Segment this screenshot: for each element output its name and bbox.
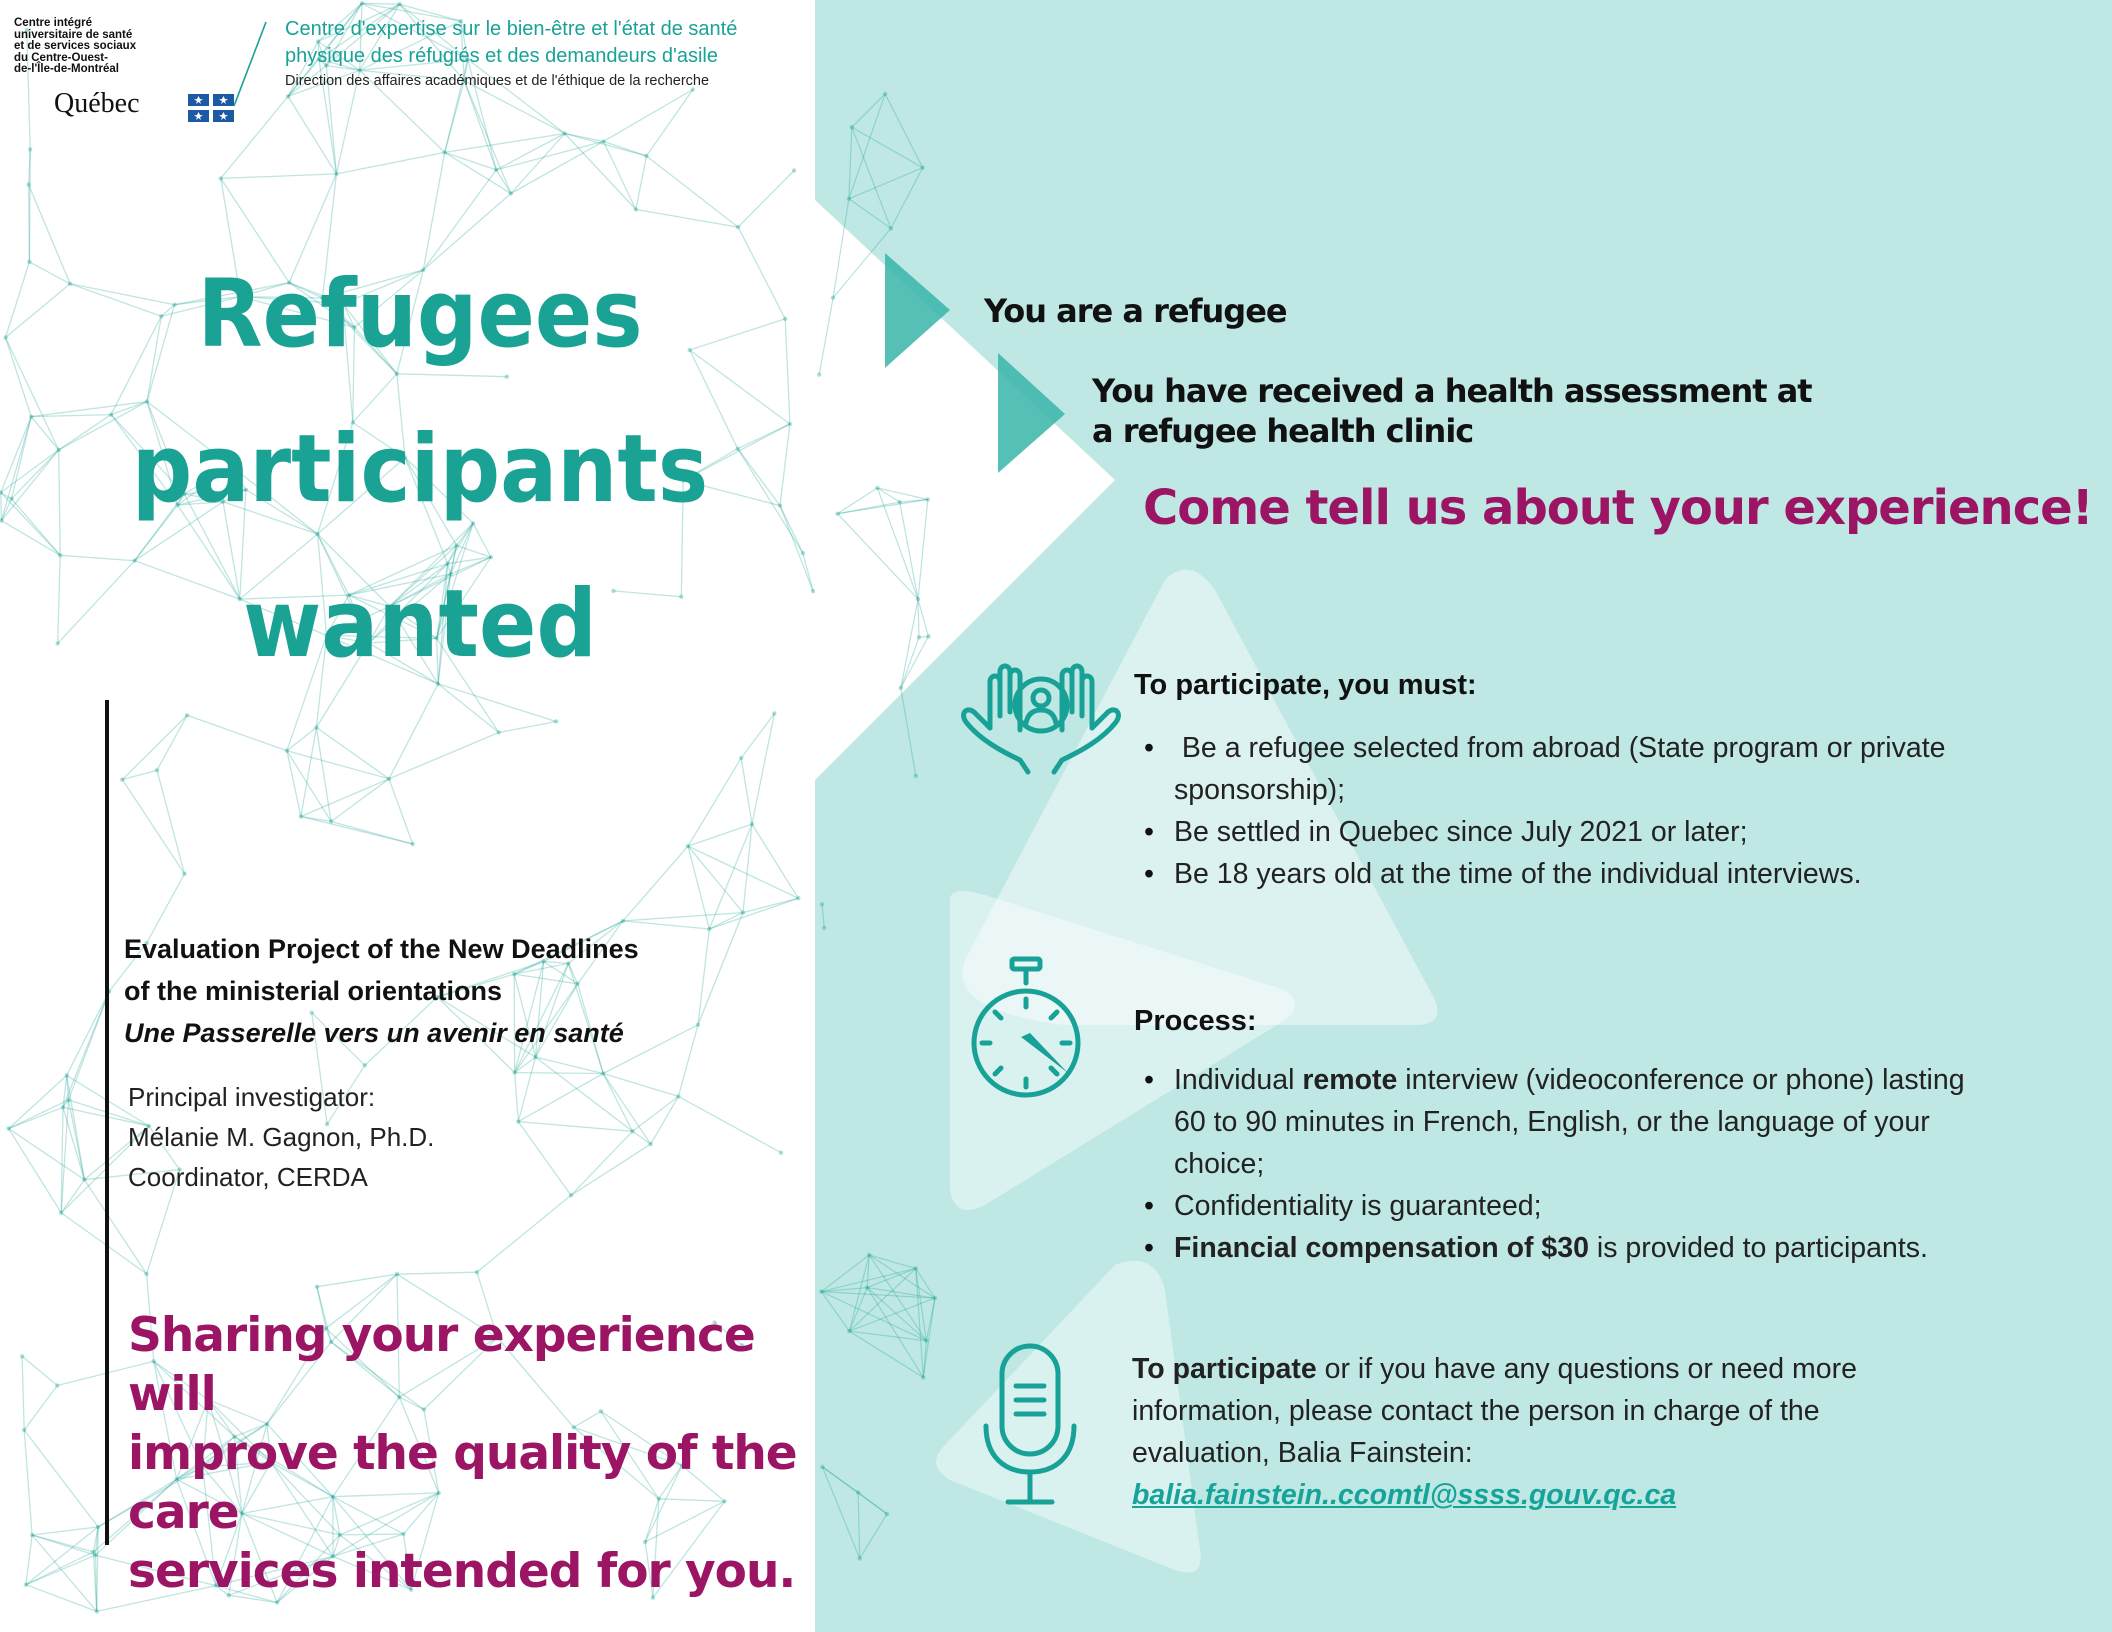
contact-line: evaluation, Balia Fainstein: <box>1132 1437 1473 1469</box>
headline-line: Refugees <box>197 260 643 369</box>
investigator-name: Mélanie M. Gagnon, Ph.D. <box>128 1122 435 1152</box>
microphone-icon <box>980 1340 1080 1510</box>
list-item-line: • Be a refugee selected from abroad (State program or private <box>1174 732 1946 764</box>
contact-line: information, please contact the person in charge of the <box>1132 1395 1820 1427</box>
stopwatch-icon <box>968 955 1084 1110</box>
call-to-action: Come tell us about your experience! <box>1143 480 2093 536</box>
condition-refugee: You are a refugee <box>984 292 1287 330</box>
list-item-line: 60 to 90 minutes in French, English, or the language of your <box>1174 1106 1930 1138</box>
contact-bold: To participate <box>1132 1353 1317 1385</box>
list-item-line: choice; <box>1174 1148 1265 1180</box>
process-title: Process: <box>1134 1005 1257 1037</box>
quebec-logo <box>14 17 224 119</box>
contact-info <box>1132 1348 1952 1516</box>
project-subtitle: Une Passerelle vers un avenir en santé <box>124 1018 624 1048</box>
contact-email-link[interactable]: balia.fainstein..ccomtl@ssss.gouv.qc.ca <box>1132 1479 1677 1511</box>
sharing-line: services intended for you. <box>128 1544 796 1599</box>
list-item <box>1138 727 2038 811</box>
condition-line: You have received a health assessment at <box>1092 372 1812 410</box>
hands-person-icon <box>958 660 1124 778</box>
logo-line: du Centre-Ouest- <box>14 51 108 64</box>
project-title-line: Evaluation Project of the New Deadlines <box>124 934 639 964</box>
investigator-role: Coordinator, CERDA <box>128 1162 368 1192</box>
list-item: • Be 18 years old at the time of the individual interviews. <box>1138 853 2038 895</box>
list-item: • Be settled in Quebec since July 2021 or later; <box>1138 811 2038 853</box>
logo-divider <box>230 20 270 110</box>
fleurdelise-flag-icon <box>188 94 234 122</box>
organization-name-line: Centre d'expertise sur le bien-être et l'état de santé <box>285 18 738 40</box>
condition-line: a refugee health clinic <box>1092 412 1474 450</box>
logo-quebec-wordmark: Québec <box>54 88 140 119</box>
investigator-info <box>128 1077 768 1197</box>
list-item-text: is provided to participants. <box>1588 1232 1928 1264</box>
sharing-line: Sharing your experience will <box>128 1308 755 1422</box>
contact-line <box>1132 1348 1952 1390</box>
list-item: • Confidentiality is guaranteed; <box>1138 1185 2058 1227</box>
list-item-line <box>1174 1059 2058 1101</box>
list-item-text: Individual <box>1174 1064 1303 1096</box>
list-item <box>1138 1059 2058 1185</box>
list-item-bold: remote <box>1302 1064 1398 1096</box>
organization-department: Direction des affaires académiques et de l'éthique de la recherche <box>285 73 710 89</box>
vertical-divider <box>105 700 109 1545</box>
logo-line: universitaire de santé <box>14 28 133 41</box>
list-item-bold: Financial compensation of $30 <box>1174 1232 1589 1264</box>
sharing-line: improve the quality of the care <box>128 1426 797 1540</box>
list-item-line: sponsorship); <box>1174 774 1346 806</box>
requirements-title: To participate, you must: <box>1134 669 1477 701</box>
list-item <box>1138 1227 2058 1269</box>
project-title-line: of the ministerial orientations <box>124 976 503 1006</box>
investigator-label: Principal investigator: <box>128 1082 376 1112</box>
project-title <box>124 928 784 1054</box>
organization-name <box>285 16 815 70</box>
sharing-message <box>128 1306 808 1601</box>
organization-name-line: physique des réfugiés et des demandeurs d'asile <box>285 45 718 67</box>
headline-line: participants <box>131 415 709 524</box>
logo-line: Centre intégré <box>14 17 92 29</box>
logo-line: et de services sociaux <box>14 40 137 52</box>
contact-email-line <box>1132 1474 1952 1516</box>
contact-text: or if you have any questions or need more <box>1316 1353 1857 1385</box>
process-list <box>1138 1059 2058 1269</box>
logo-line: de-l'Île-de-Montréal <box>14 63 119 75</box>
condition-health-assessment <box>1092 371 1812 451</box>
requirements-list <box>1138 727 2038 895</box>
list-item-text: interview (videoconference or phone) lasting <box>1397 1064 1965 1096</box>
headline-line: wanted <box>243 570 597 679</box>
